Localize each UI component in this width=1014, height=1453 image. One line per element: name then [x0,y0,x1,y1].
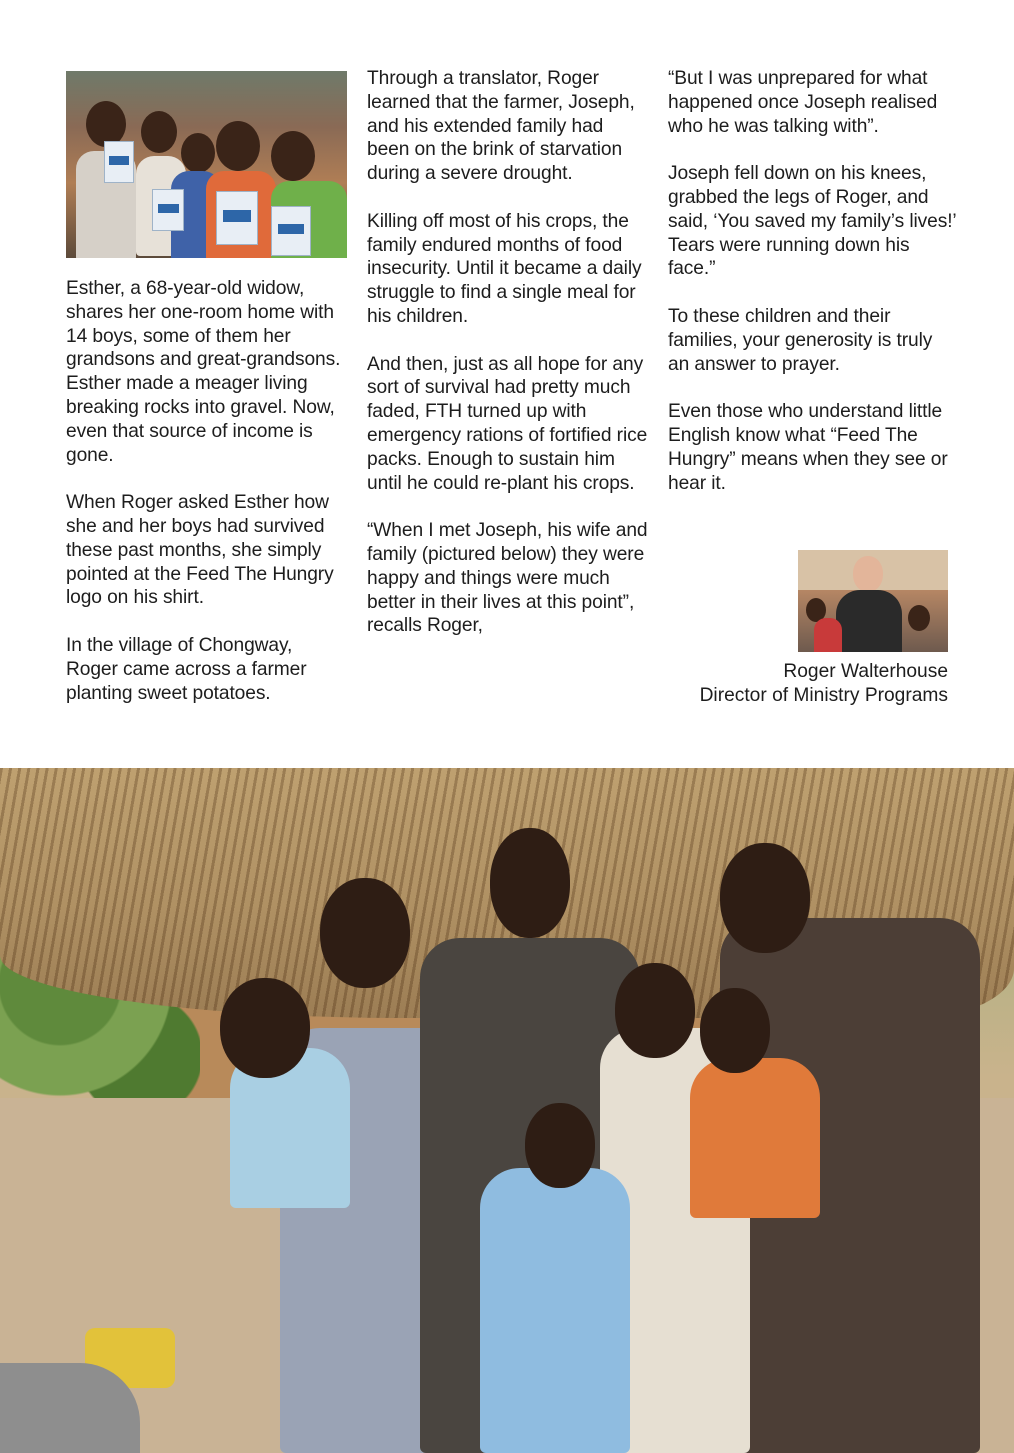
signature-name: Roger Walterhouse [783,661,948,682]
article-column-3 [668,67,958,519]
paragraph-unprepared: “But I was unprepared for what happened once Joseph realised who he was talking with”. [668,68,938,137]
children-with-rice-packs-photo [66,71,347,258]
signature-title: Director of Ministry Programs [699,685,948,706]
paragraph-generosity: To these children and their families, your generosity is truly an answer to prayer. [668,305,933,375]
article-column-2 [367,67,649,662]
joseph-family-photo [0,768,1014,1453]
paragraph-esther-intro: Esther, a 68-year-old widow, shares her one-room home with 14 boys, some of them her grandsons and great-grandsons. Esther made a meager living breaking rocks into gravel. Now, even that source of income is gone. [66,278,341,466]
paragraph-feed-the-hungry: Even those who understand little English know what “Feed The Hungry” means when they see or hear it. [668,401,948,494]
paragraph-esther-survival: When Roger asked Esther how she and her boys had survived these past months, she simply pointed at the Feed The Hungry logo on his shirt. [66,492,334,609]
paragraph-translator: Through a translator, Roger learned that the farmer, Joseph, and his extended family had been on the brink of starvation during a severe drought. [367,68,635,185]
paragraph-roger-quote: “When I met Joseph, his wife and family (pictured below) they were happy and things were much better in their lives at this point”, recalls Roger, [367,520,648,637]
roger-portrait-photo [798,550,948,652]
paragraph-fth-rations: And then, just as all hope for any sort of survival had pretty much faded, FTH turned up with emergency rations of fortified rice packs. Enough to sustain him until he could re-plant his crops. [367,353,648,494]
paragraph-crops: Killing off most of his crops, the family endured months of food insecurity. Until it became a daily struggle to find a single meal for his children. [367,210,642,327]
paragraph-knees: Joseph fell down on his knees, grabbed the legs of Roger, and said, ‘You saved my family’s lives!’ Tears were running down his face.” [668,163,956,280]
paragraph-chongway: In the village of Chongway, Roger came across a farmer planting sweet potatoes. [66,634,307,704]
article-column-1 [66,277,348,729]
